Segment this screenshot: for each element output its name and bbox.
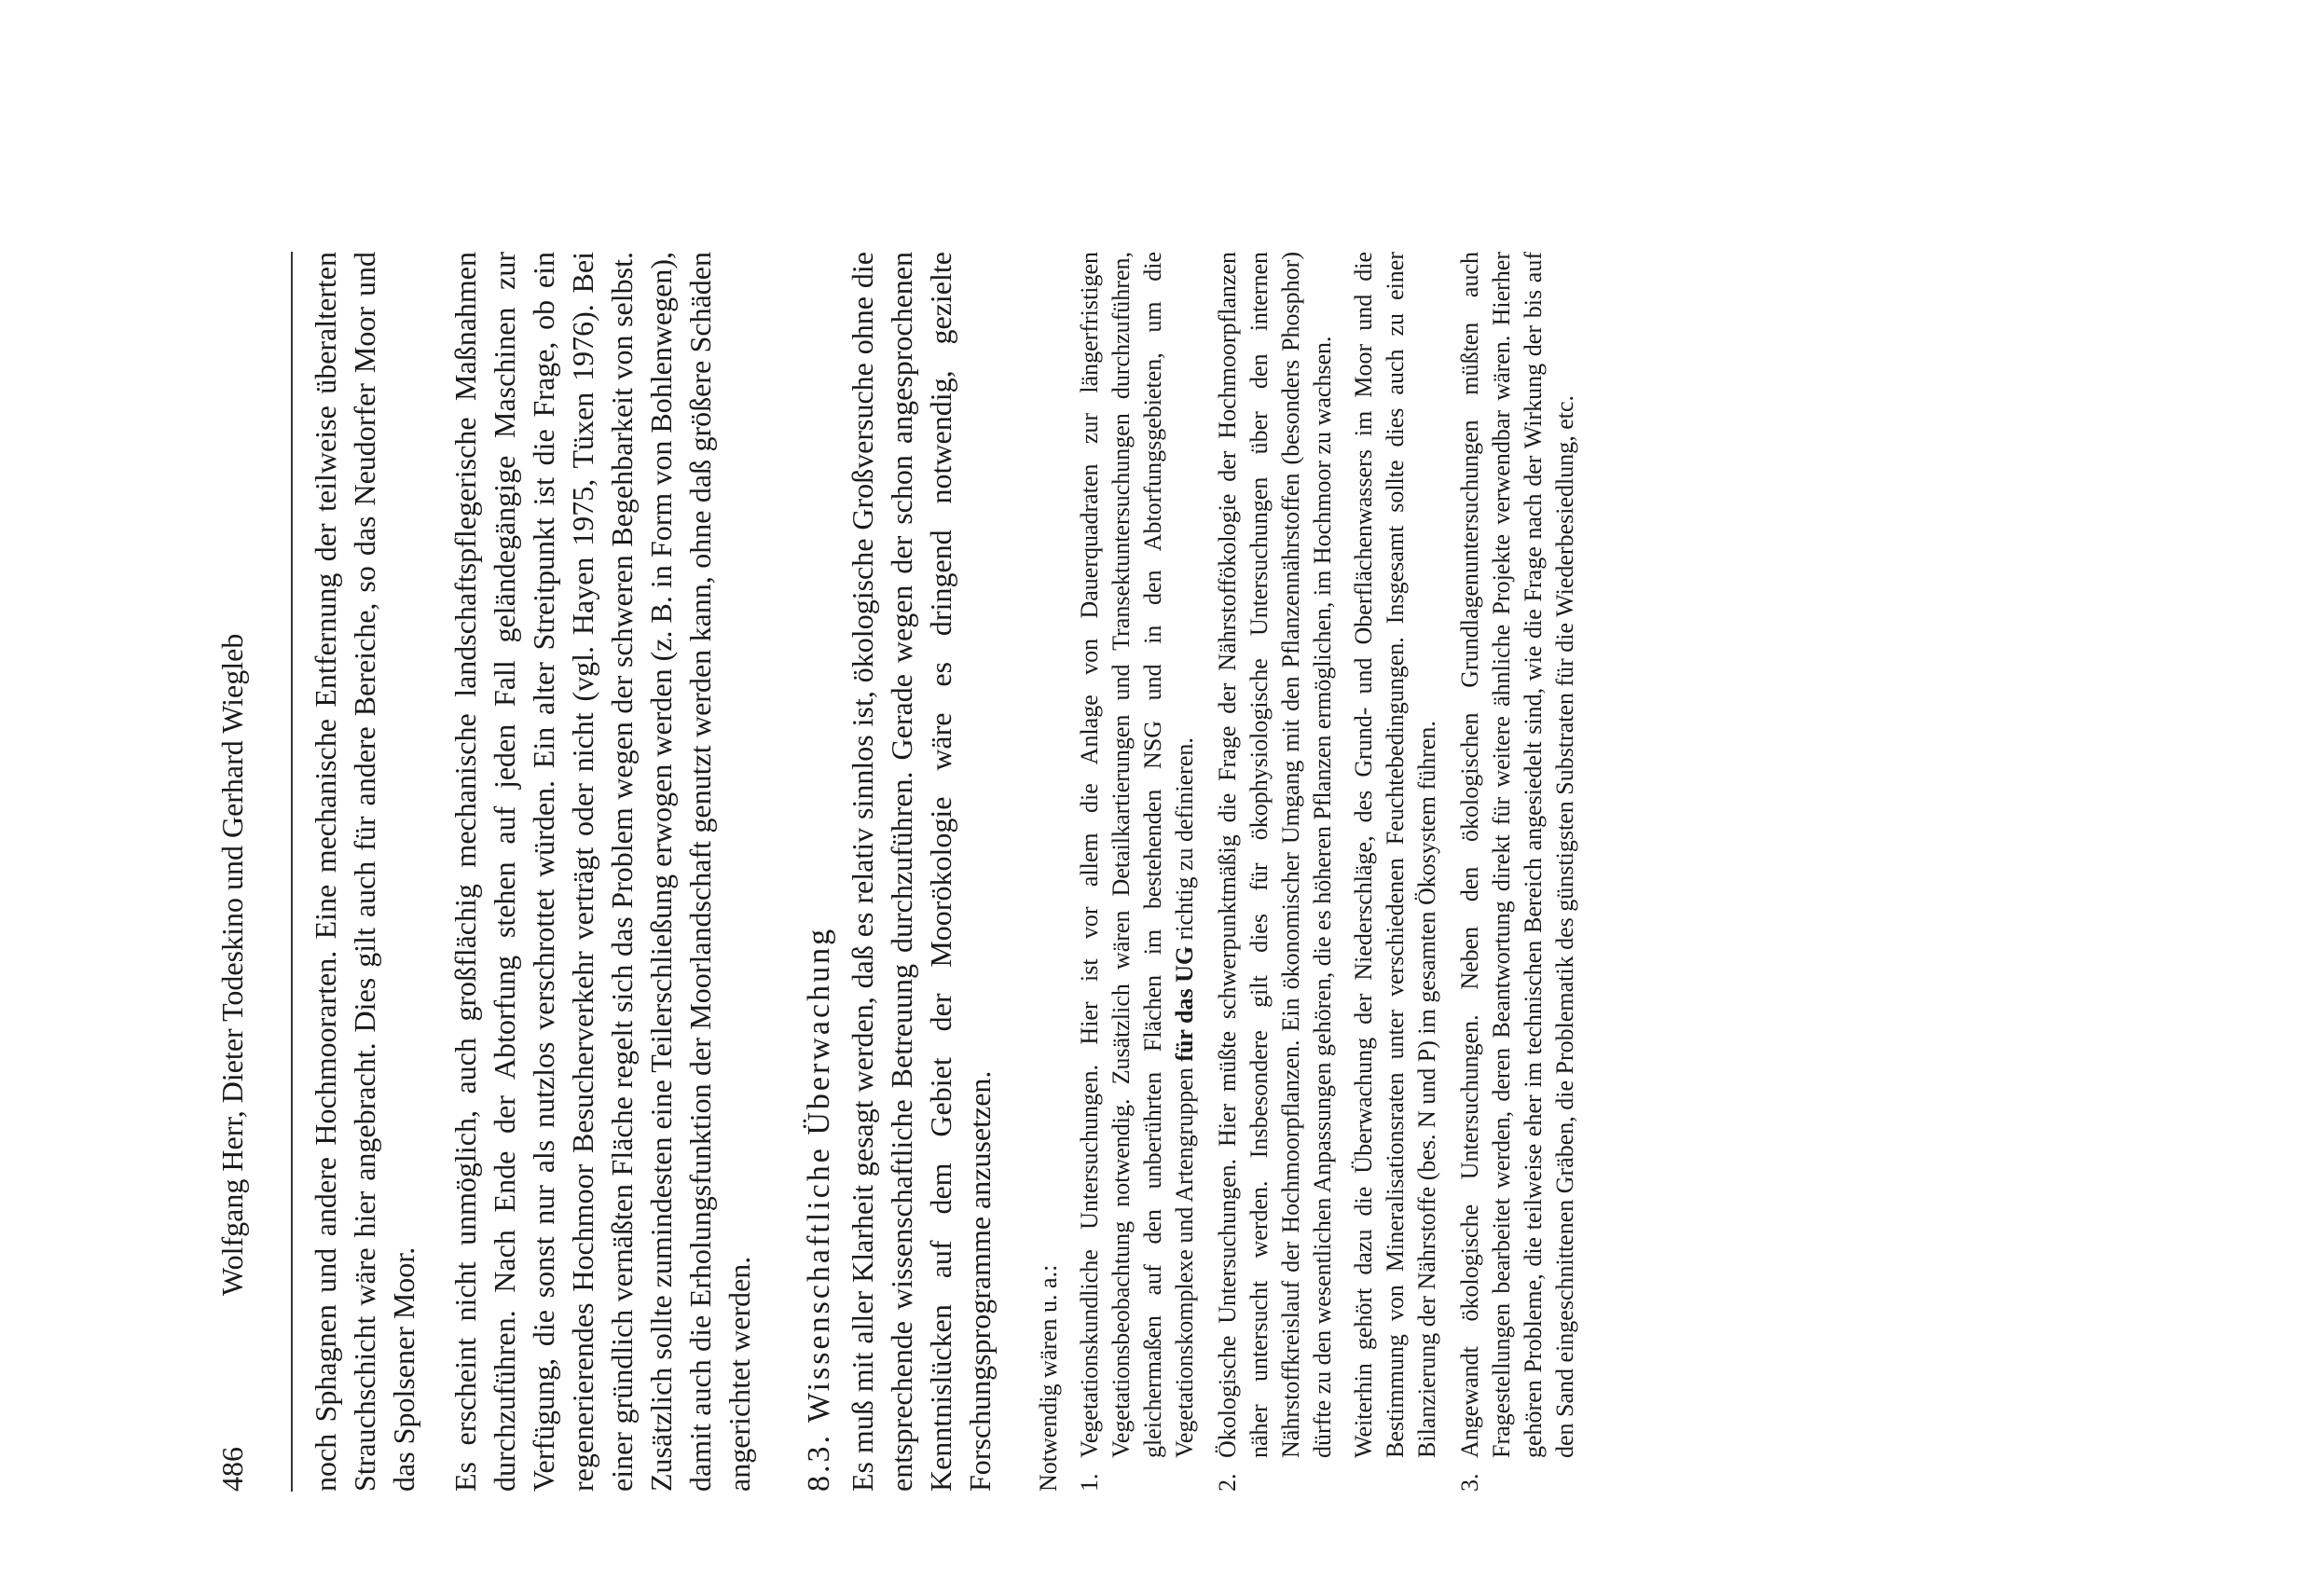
list-item-number: 2. bbox=[1214, 1473, 1241, 1492]
list-item bbox=[1454, 252, 1581, 1492]
research-list bbox=[1074, 252, 1581, 1492]
list-item-text: Ökologische Untersuchungen. Hier müßte schwerpunktmäßig die Frage der Nährstoffökologie der Hochmoorpflanzen näher untersucht werden. Insbesondere gilt dies für ökophysiologische Untersuchungen über den internen Nährstoffkreislauf der Hochmoorpflanzen. Ein ökonomischer Umgang mit den Pflanzennährstoffen (besonders Phosphor) dürfte zu den wesentlichen Anpassungen gehören, die es höheren Pflanzen ermöglichen, im Hochmoor zu wachsen. bbox=[1214, 252, 1336, 1458]
list-item-text-end: richtig zu definieren. bbox=[1171, 737, 1198, 941]
running-head-authors: Wolfgang Herr, Dieter Todeskino und Gerhard Wiegleb bbox=[215, 633, 249, 1296]
book-page bbox=[186, 252, 2191, 1492]
paragraph-sphagnen: noch Sphagnen und andere Hochmoorarten. Eine mechanische Entfernung der teilweise überalterten Strauchschicht wäre hier angebracht. Dies gilt auch für andere Bereiche, so das Neudorfer Moor und das Spolsener Moor. bbox=[309, 252, 420, 1492]
section-heading: 8.3. Wissenschaftliche Überwachung bbox=[802, 926, 836, 1492]
body-text bbox=[306, 252, 1592, 1492]
list-item-subparagraph: Weiterhin gehört dazu die Überwachung der Niederschläge, des Grund- und Oberflächenwassers im Moor und die Bestimmung von Mineralisationsraten unter verschiedenen Feuchtebedingungen. Insgesamt sollte dies auch zu einer Bilanzierung der Nährstoffe (bes. N und P) im gesamten Ökosystem führen. bbox=[1350, 252, 1440, 1458]
paragraph-landschaftspflege: Es erscheint nicht unmöglich, auch großflächig mechanische landschaftspflegerische Maßnahmen durchzuführen. Nach Ende der Abtorfung stehen auf jeden Fall geländegängige Maschinen zur Verfügung, die sonst nur als nutzlos verschrottet würden. Ein alter Streitpunkt ist die Frage, ob ein regenerierendes Hochmoor Besucherverkehr verträgt oder nicht (vgl. Hayen 1975, Tüxen 1976). Bei einer gründlich vernäßten Fläche regelt sich das Problem wegen der schweren Begehbarkeit von selbst. Zusätzlich sollte zumindesten eine Teilerschließung erwogen werden (z. B. in Form von Bohlenwegen), damit auch die Erholungsfunktion der Moorlandschaft genutzt werden kann, ohne daß größere Schäden angerichtet werden. bbox=[448, 252, 756, 1492]
page-number: 486 bbox=[215, 1447, 249, 1492]
list-item-number: 3. bbox=[1456, 1473, 1483, 1492]
list-item bbox=[1074, 252, 1201, 1492]
list-item-text: Angewandt ökologische Untersuchungen. Neben den ökologischen Grundlagenuntersuchungen müßten auch Fragestellungen bearbeitet werden, deren Beantwortung direkt für weitere ähnliche Projekte verwendbar wären. Hierher gehören Probleme, die teilweise eher im technischen Bereich angesiedelt sind, wie die Frage nach der Wirkung der bis auf den Sand eingeschnittenen Gräben, die Problematik des günstigsten Substraten für die Wiederbesiedlung, etc. bbox=[1456, 252, 1578, 1458]
list-item-bold-text: für das UG bbox=[1171, 945, 1198, 1062]
list-item-number: 1. bbox=[1076, 1473, 1103, 1492]
section-paragraph: Es muß mit aller Klarheit gesagt werden, daß es relativ sinnlos ist, ökologische Großversuche ohne die entsprechende wissenschaftliche Betreuung durchzuführen. Gerade wegen der schon angesprochenen Kenntnislücken auf dem Gebiet der Moorökologie wäre es dringend notwendig, gezielte Forschungsprogramme anzusetzen. bbox=[846, 252, 997, 1492]
list-intro: Notwendig wären u. a.: bbox=[1035, 1264, 1062, 1492]
list-item-text: Vegetationskundliche Untersuchungen. Hier ist vor allem die Anlage von Dauerquadraten zur längerfristigen Vegetationsbeobachtung notwendig. Zusätzlich wären Detailkartierungen und Transektuntersuchungen durchzuführen, gleichermaßen auf den unberührten Flächen im bestehenden NSG und in den Abtorfungsgebieten, um die Vegetationskomplexe und Artengruppen bbox=[1076, 252, 1198, 1458]
running-head bbox=[209, 252, 255, 1492]
list-item bbox=[1212, 252, 1443, 1492]
header-rule bbox=[291, 252, 293, 1492]
